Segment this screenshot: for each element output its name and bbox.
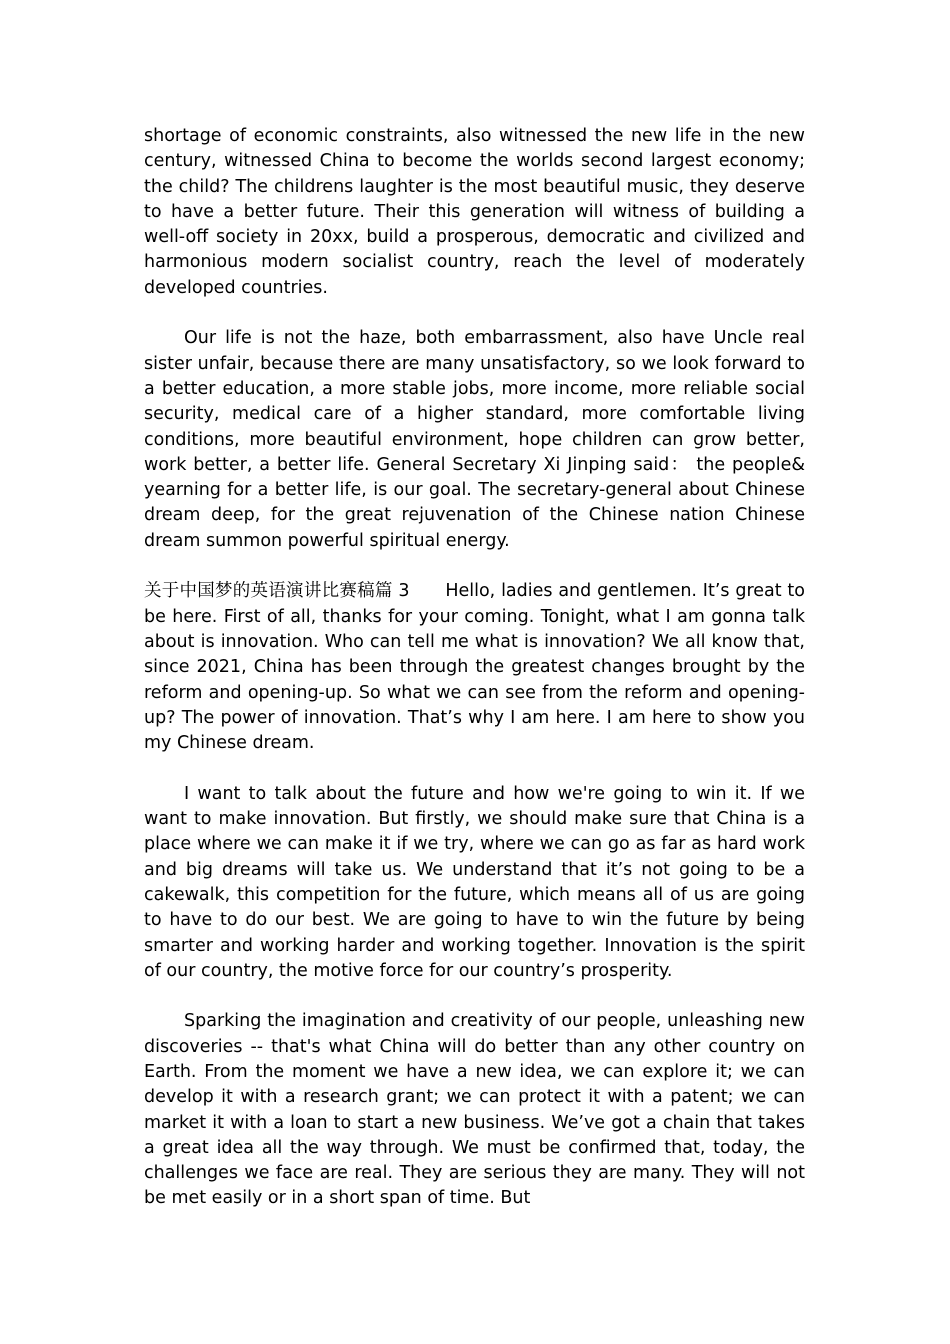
document-page <box>144 124 805 1237</box>
paragraph-5: Sparking the imagination and creativity of our people, unleashing new discoveries -- that's what China will do better than any other country on Earth. From the moment we have a new idea, we can explore it; we can develop it with a research grant; we can protect it with a patent; we can market it with a loan to start a new business. We’ve got a chain that takes a great idea all the way through. We must be confirmed that, today, the challenges we face are real. They are serious they are many. They will not be met easily or in a short span of time. But <box>144 1011 805 1209</box>
paragraph-3: 关于中国梦的英语演讲比赛稿篇 3 Hello, ladies and gentlemen. It’s great to be here. First of all, thanks for your coming. Tonight, what I am gonna talk about is innovation. Who can tell me what is innovation? We all know that, since 2021, China has been through the greatest changes brought by the reform and opening-up. So what we can see from the reform and opening-up? The power of innovation. That’s why I am here. I am here to show you my Chinese dream. <box>144 581 805 754</box>
paragraph-2: Our life is not the haze, both embarrassment, also have Uncle real sister unfair, because there are many unsatisfactory, so we look forward to a better education, a more stable jobs, more income, more reliable social security, medical care of a higher standard, more comfortable living conditions, more beautiful environment, hope children can grow better, work better, a better life. General Secretary Xi Jinping said： the people& yearning for a better life, is our goal. The secretary-general about Chinese dream deep, for the great rejuvenation of the Chinese nation Chinese dream summon powerful spiritual energy. <box>144 328 805 551</box>
paragraph-4: I want to talk about the future and how we're going to win it. If we want to make innovation. But firstly, we should make sure that China is a place where we can make it if we try, where we can go as far as hard work and big dreams will take us. We understand that it’s not going to be a cakewalk, this competition for the future, which means all of us are going to have to do our best. We are going to have to win the future by being smarter and working harder and working together. Innovation is the spirit of our country, the motive force for our country’s prosperity. <box>144 783 805 981</box>
paragraph-1: shortage of economic constraints, also witnessed the new life in the new century, witnessed China to become the worlds second largest economy; the child? The childrens laughter is the most beautiful music, they deserve to have a better future. Their this generation will witness of building a well-off society in 20xx, build a prosperous, democratic and civilized and harmonious modern socialist country, reach the level of moderately developed countries. <box>144 126 805 298</box>
